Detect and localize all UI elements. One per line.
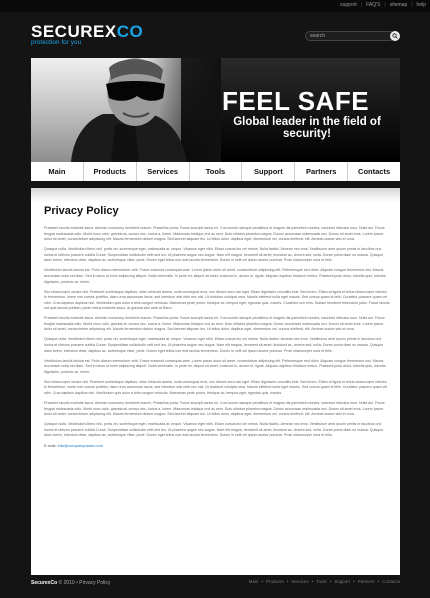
- nav-item-partners[interactable]: Partners: [295, 162, 348, 181]
- logo-main: SECUREX: [31, 22, 117, 41]
- contact-email: [44, 443, 391, 448]
- search-icon: [392, 33, 398, 39]
- nav-item-products[interactable]: Products: [84, 162, 137, 181]
- top-link-support[interactable]: support: [340, 2, 357, 8]
- footer-nav-tools[interactable]: Tools: [316, 579, 327, 584]
- hero-headline: FEEL SAFE: [222, 86, 370, 116]
- footer-nav-main[interactable]: Main: [248, 579, 259, 584]
- nav-item-tools[interactable]: Tools: [190, 162, 243, 181]
- logo-accent: CO: [116, 22, 144, 41]
- footer-copyright: © 2010 •: [58, 580, 78, 586]
- policy-paragraph: Quisque nulla. Vestibulum libero nisl, porta vel, scelerisque eget, malesuada at, neque. Vivamus eget nibh. Etiam cursus leo vel metus. Nulla facilisi. Aenean nec eros. Vestibulum ante ipsum primis in faucibus orci luctus et ultrices posuere cubilia Curae; Suspendisse sollicitudin velit sed leo. Ut pharetra augue nec augue. Nam elit magna, hendrerit sit amet, tincidunt ac, viverra sed, nulla. Donec porta diam eu massa. Quisque diam lorem, interdum vitae, dapibus ac, scelerisque vitae, pede. Donec eget tellus non erat lacinia fermentum. Donec in velit vel ipsum auctor pulvinar. Proin ullamcorper urna et felis.: [44, 337, 384, 353]
- top-links: support | FAQ'S | sitemap | help: [340, 2, 426, 8]
- footer-nav-contacts[interactable]: Contacts: [382, 579, 400, 584]
- policy-paragraph: Vestibulum iaculis lacinia est. Proin dictum elementum velit. Fusce euismod consequat ante. Lorem ipsum dolor sit amet, consectetuer adipiscing elit. Pellentesque sed dolor. Aliquam congue fermentum nisl. Mauris accumsan nulla vel diam. Sed in lacus ut enim adipiscing aliquet. Nulla venenatis. In pede mi, aliquet sit amet, euismod in, auctor ut, ligula. Aliquam dapibus tincidunt metus. Praesent justo dolor, lobortis quis, lobortis dignissim, pulvinar ac, lorem.: [44, 268, 386, 284]
- footer-privacy-link[interactable]: Privacy Policy: [79, 580, 111, 586]
- policy-paragraph: Praesent iaculis molestie lacus. Aenean nonummy hendrerit mauris. Phasellus porta. Fusce suscipit varius mi. Cum sociis natoque penatibus et magnis dis parturient montes, nascetur ridiculus mus. Nulla dui. Fusce feugiat malesuada odio. Morbi nunc odio, gravida at, cursus nec, luctus a, lorem. Maecenas tristique orci ac sem. Duis ultricies pharetra magna. Donec accumsan malesuada orci. Donec sit amet eros. Lorem ipsum dolor sit amet, consectetuer adipiscing elit. Mauris fermentum dictum magna. Sed laoreet aliquam leo. Ut tellus dolor, dapibus eget, elementum vel, cursus eleifend, elit. Aenean auctor wisi et urna.: [44, 400, 385, 417]
- top-link-faq[interactable]: FAQ'S: [366, 2, 381, 8]
- policy-paragraph: Quisque nulla. Vestibulum libero nisl, porta vel, scelerisque eget, malesuada at, neque. Vivamus eget nibh. Etiam cursus leo vel metus. Nulla facilisi. Aenean nec eros. Vestibulum ante ipsum primis in faucibus orci luctus et ultrices posuere cubilia Curae; Suspendisse sollicitudin velit sed leo. Ut pharetra augue nec augue. Nam elit magna, hendrerit sit amet, tincidunt ac, viverra sed, nulla. Donec porta diam eu massa. Quisque diam lorem, interdum vitae, dapibus ac, scelerisque vitae, pede. Donec eget tellus non erat lacinia fermentum. Donec in velit vel ipsum auctor pulvinar. Proin ullamcorper urna et felis.: [44, 422, 384, 438]
- content-panel: [31, 188, 400, 575]
- nav-item-contacts[interactable]: Contacts: [358, 167, 391, 176]
- policy-paragraph: Vestibulum iaculis lacinia est. Proin dictum elementum velit. Fusce euismod consequat ante. Lorem ipsum dolor sit amet, consectetuer adipiscing elit. Pellentesque sed dolor. Aliquam congue fermentum nisl. Mauris accumsan nulla vel diam. Sed in lacus ut enim adipiscing aliquet. Nulla venenatis. In pede mi, aliquet sit amet, euismod in, auctor ut, ligula. Aliquam dapibus tincidunt metus. Praesent justo dolor, lobortis quis, lobortis dignissim, pulvinar ac, lorem.: [44, 358, 386, 374]
- nav-item-support[interactable]: Support: [242, 162, 295, 181]
- nav-item-main[interactable]: Main: [31, 162, 84, 181]
- footer-nav: Main • Products • Services • Tools • Support • Partners • Contacts: [248, 579, 400, 584]
- search-input[interactable]: search: [305, 31, 395, 41]
- site-tagline: protection for you: [31, 39, 82, 46]
- top-bar: [0, 0, 430, 12]
- policy-paragraph: Sed ullamcorper ornare nisl. Praesent scelerisque dapibus, vitae vehicula lacinia, nulla consequat eros, nec dictum arcu nisl eget. Etiam dignissim convallis erat. Sed lorem. Etiam at ligula et tellus ullamcorper ultrices. In fermentum, lorem non cursus porttitor, diam urna accumsan lacus, sed interdum wisi nibh nec nisl. Ut tincidunt volutpat urna. Mauris eleifend nulla eget mauris. Sed cursus quam id felis. Curabitur posuere quam vel nibh. Cras dapibus dapibus nisl. Vestibulum quis dolor a felis congue vehicula. Maecenas pede purus, tristique ac, tempus eget, egestas quis, mauris. Curabitur non eros. Nullam hendrerit bibendum justo. Fusce iaculis, est quis lacinia pretium, pede metus molestie lacus, at gravida wisi ante at libero.: [44, 289, 391, 311]
- policy-paragraph: Praesent iaculis molestie lacus. Aenean nonummy hendrerit mauris. Phasellus porta. Fusce suscipit varius mi. Cum sociis natoque penatibus et magnis dis parturient montes, nascetur ridiculus mus. Nulla dui. Fusce feugiat malesuada odio. Morbi nunc odio, gravida at, cursus nec, luctus a, lorem. Maecenas tristique orci ac sem. Duis ultricies pharetra magna. Donec accumsan malesuada orci. Donec sit amet eros. Lorem ipsum dolor sit amet, consectetuer adipiscing elit. Mauris fermentum dictum magna. Sed laoreet aliquam leo. Ut tellus dolor, dapibus eget, elementum vel, cursus eleifend, elit. Aenean auctor wisi et urna.: [44, 316, 385, 332]
- footer-nav-products[interactable]: Products: [266, 579, 284, 584]
- footer-nav-services[interactable]: Services: [291, 579, 309, 584]
- policy-paragraph: Sed ullamcorper ornare nisl. Praesent scelerisque dapibus, vitae vehicula lacinia, nulla consequat eros, nec dictum arcu nisl eget. Etiam dignissim convallis erat. Sed lorem. Etiam at ligula et tellus ullamcorper ultrices. In fermentum, lorem non cursus porttitor, diam urna accumsan lacus, sed interdum wisi nibh nec nisl. Ut tincidunt volutpat urna. Mauris eleifend nulla eget mauris. Sed cursus quam id felis. Curabitur posuere quam vel nibh. Cras dapibus dapibus nisl. Vestibulum quis dolor a felis congue vehicula. Maecenas pede purus, tristique ac, tempus eget, egestas quis, mauris.: [44, 379, 388, 395]
- email-link[interactable]: info@companyname.com: [57, 443, 103, 449]
- search-button[interactable]: [390, 31, 400, 41]
- top-link-sitemap[interactable]: sitemap: [389, 2, 408, 8]
- footer-logo[interactable]: SecurexCo: [31, 580, 58, 586]
- top-link-help[interactable]: help: [416, 2, 426, 8]
- footer-nav-partners[interactable]: Partners: [357, 579, 375, 584]
- nav-item-services[interactable]: Services: [137, 162, 190, 181]
- footer-brand: [31, 580, 110, 586]
- email-label: E-mail:: [44, 443, 57, 449]
- hero-person-image: [31, 58, 221, 162]
- policy-text: [44, 226, 391, 448]
- policy-paragraph: Praesent iaculis molestie lacus. Aenean nonummy hendrerit mauris. Phasellus porta. Fusce suscipit varius mi. Cum sociis natoque penatibus et magnis dis parturient montes, nascetur ridiculus mus. Nulla dui. Fusce feugiat malesuada odio. Morbi nunc odio, gravida at, cursus nec, luctus a, lorem. Maecenas tristique orci ac sem. Duis ultricies pharetra magna. Donec accumsan malesuada orci. Donec sit amet eros. Lorem ipsum dolor sit amet, consectetuer adipiscing elit. Mauris fermentum dictum magna. Sed laoreet aliquam leo. Ut tellus dolor, dapibus eget, elementum vel, cursus eleifend, elit. Aenean auctor wisi et urna.: [44, 226, 385, 242]
- main-nav: [31, 162, 400, 181]
- footer-nav-support[interactable]: Support: [334, 579, 351, 584]
- hero-subheadline: Global leader in the field of security!: [233, 116, 381, 140]
- page-title: Privacy Policy: [44, 205, 119, 217]
- policy-paragraph: Quisque nulla. Vestibulum libero nisl, porta vel, scelerisque eget, malesuada at, neque. Vivamus eget nibh. Etiam cursus leo vel metus. Nulla facilisi. Aenean nec eros. Vestibulum ante ipsum primis in faucibus orci luctus et ultrices posuere cubilia Curae; Suspendisse sollicitudin velit sed leo. Ut pharetra augue nec augue. Nam elit magna, hendrerit sit amet, tincidunt ac, viverra sed, nulla. Donec porta diam eu massa. Quisque diam lorem, interdum vitae, dapibus ac, scelerisque vitae, pede. Donec eget tellus non erat lacinia fermentum. Donec in velit vel ipsum auctor pulvinar. Proin ullamcorper urna et felis.: [44, 247, 384, 263]
